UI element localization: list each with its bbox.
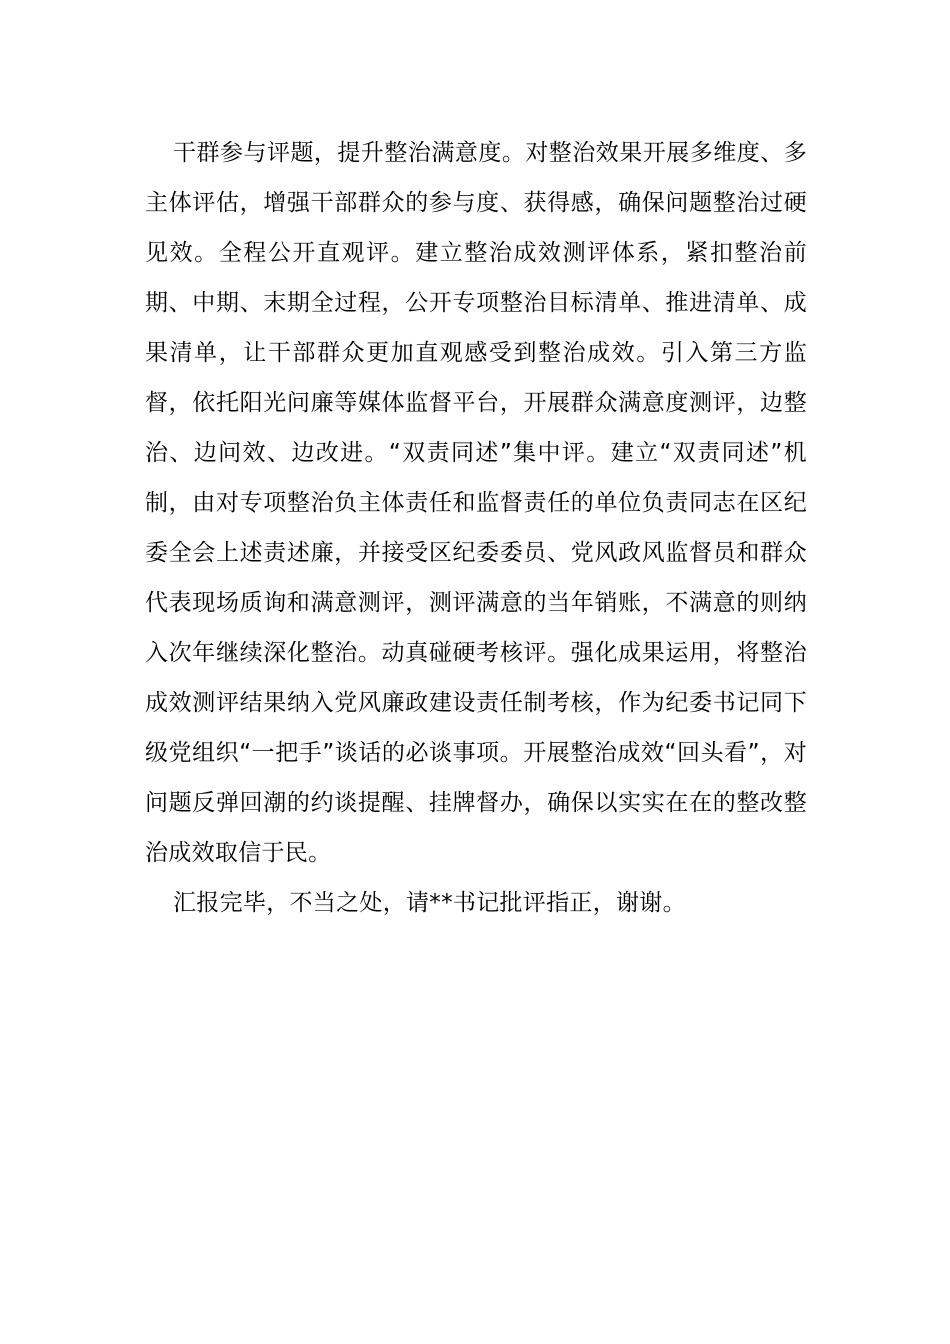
closing-paragraph: 汇报完毕，不当之处，请**书记批评指正，谢谢。 — [173, 890, 686, 916]
body-paragraph: 干群参与评题，提升整治满意度。对整治效果开展多维度、多主体评估，增强干部群众的参与度、获得感，确保问题整治过硬见效。全程公开直观评。建立整治成效测评体系，紧扣整治前期、中期、末期全过程，公开专项整治目标清单、推进清单、成果清单，让干部群众更加直观感受到整治成效。引入第三方监督，依托阳光问廉等媒体监督平台，开展群众满意度测评，边整治、边问效、边改进。“双责同述”集中评。建立“双责同述”机制，由对专项整治负主体责任和监督责任的单位负责同志在区纪委全会上述责述廉，并接受区纪委委员、党风政风监督员和群众代表现场质询和满意测评，测评满意的当年销账，不满意的则纳入次年继续深化整治。动真碰硬考核评。强化成果运用，将整治成效测评结果纳入党风廉政建设责任制考核，作为纪委书记同下级党组织“一把手”谈话的必谈事项。开展整治成效“回头看”，对问题反弹回潮的约谈提醒、挂牌督办，确保以实实在在的整改整治成效取信于民。 — [145, 140, 807, 866]
document-body — [145, 128, 807, 928]
